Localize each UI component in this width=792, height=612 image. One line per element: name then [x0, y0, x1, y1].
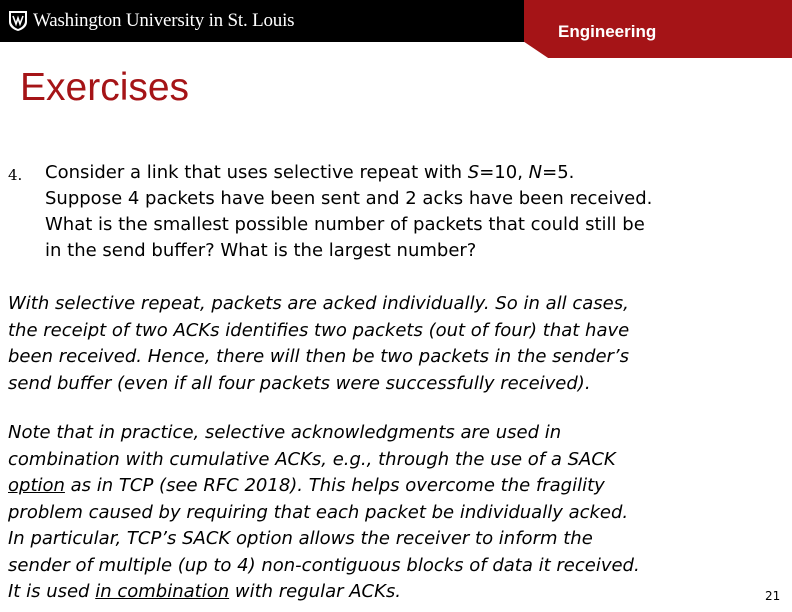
option-link[interactable]: option: [8, 475, 65, 496]
question-line: Suppose 4 packets have been sent and 2 acks have been received.: [45, 188, 653, 209]
in-combination-link[interactable]: in combination: [95, 581, 230, 602]
question-line: Consider a link that uses selective repeat with S=10, N=5.: [45, 162, 575, 183]
answer-line: Note that in practice, selective acknowledgments are used in: [8, 422, 562, 443]
department-label: Engineering: [558, 22, 657, 41]
answer-line: option as in TCP (see RFC 2018). This helps overcome the fragility: [8, 475, 605, 496]
answer-line: In particular, TCP’s SACK option allows the receiver to inform the: [8, 528, 593, 549]
answer-line: sender of multiple (up to 4) non-contiguous blocks of data it received.: [8, 554, 640, 576]
question-number: 4.: [8, 166, 23, 184]
question-line: in the send buffer? What is the largest number?: [45, 240, 477, 261]
answer-line: the receipt of two ACKs identifies two packets (out of four) that have: [8, 319, 630, 341]
answer-paragraph-1: [8, 291, 790, 397]
university-logo[interactable]: [8, 8, 294, 34]
question-line: What is the smallest possible number of packets that could still be: [45, 214, 645, 235]
answer-line: With selective repeat, packets are acked individually. So in all cases,: [8, 293, 629, 314]
question-text: [45, 160, 790, 264]
university-seal-icon: [8, 10, 28, 32]
answer-line: send buffer (even if all four packets were successfully received).: [8, 372, 591, 394]
slide-number: 21: [765, 589, 781, 603]
answer-line: combination with cumulative ACKs, e.g., through the use of a SACK: [8, 448, 616, 470]
university-name: Washington University in St. Louis: [33, 10, 295, 31]
answer-paragraph-2: [8, 420, 790, 606]
answer-line: problem caused by requiring that each packet be individually acked.: [8, 501, 629, 523]
answer-line: It is used in combination with regular ACKs.: [8, 581, 402, 602]
slide-title: Exercises: [20, 66, 190, 109]
answer-line: been received. Hence, there will then be two packets in the sender’s: [8, 346, 630, 367]
